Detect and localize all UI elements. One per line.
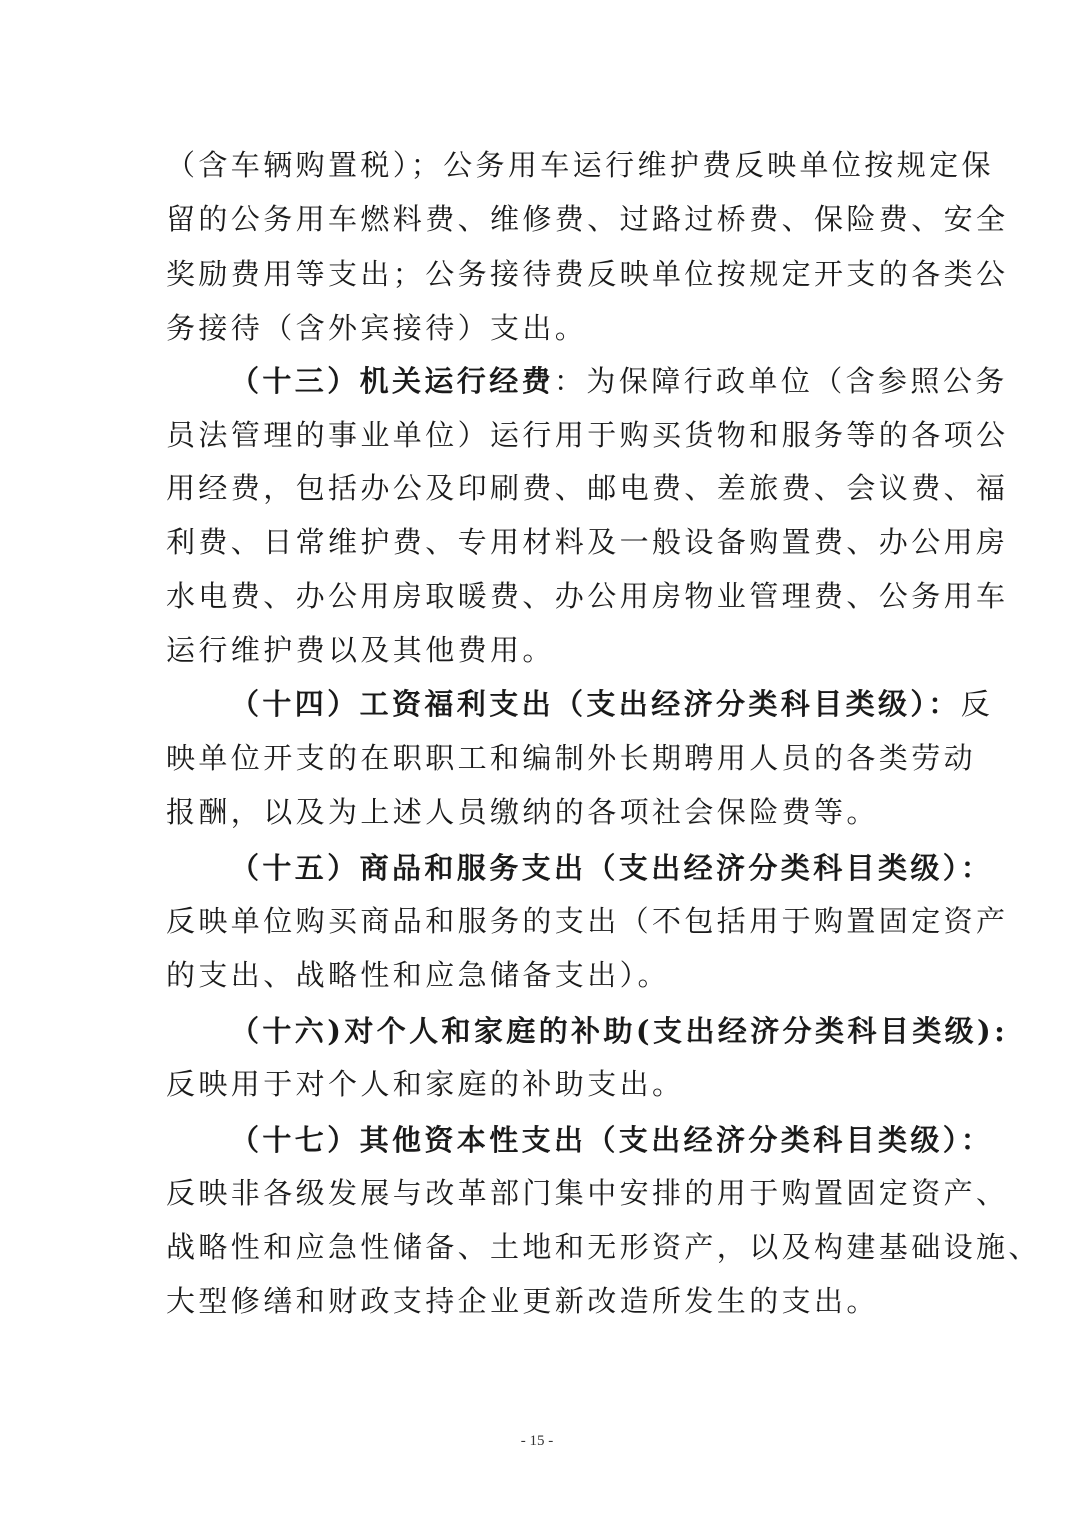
section-heading: （十五）商品和服务支出（支出经济分类科目类级）：	[230, 851, 994, 885]
text-run: ：为保障行政单位（含参照公务	[554, 364, 1008, 398]
text-line: 报酬，以及为上述人员缴纳的各项社会保险费等。	[166, 795, 879, 829]
text-line: 水电费、办公用房取暖费、办公用房物业管理费、公务用车	[166, 579, 1009, 613]
text-run: 反	[960, 687, 994, 721]
text-line: 运行维护费以及其他费用。	[166, 633, 555, 667]
text-line: 映单位开支的在职职工和编制外长期聘用人员的各类劳动	[166, 741, 977, 775]
paragraph-first-line	[230, 1011, 1009, 1051]
text-line: 员法管理的事业单位）运行用于购买货物和服务等的各项公	[166, 418, 1009, 452]
text-line: 战略性和应急性储备、土地和无形资产，以及构建基础设施、	[166, 1230, 1041, 1264]
section-heading: （十六)对个人和家庭的补助(支出经济分类科目类级):	[230, 1014, 1009, 1048]
text-line: 奖励费用等支出；公务接待费反映单位按规定开支的各类公	[166, 257, 1009, 291]
text-line: 反映单位购买商品和服务的支出（不包括用于购置固定资产	[166, 904, 1009, 938]
text-line: （含车辆购置税）；公务用车运行维护费反映单位按规定保	[166, 148, 994, 182]
section-heading: （十七）其他资本性支出（支出经济分类科目类级）：	[230, 1123, 994, 1157]
text-line: 反映非各级发展与改革部门集中安排的用于购置固定资产、	[166, 1176, 1009, 1210]
paragraph-first-line	[230, 848, 994, 888]
text-line: 大型修缮和财政支持企业更新改造所发生的支出。	[166, 1284, 879, 1318]
text-line: 留的公务用车燃料费、维修费、过路过桥费、保险费、安全	[166, 202, 1009, 236]
text-line: 务接待（含外宾接待）支出。	[166, 311, 588, 345]
text-line: 的支出、战略性和应急储备支出）。	[166, 958, 670, 992]
section-heading: （十三）机关运行经费	[230, 364, 555, 398]
text-line: 用经费，包括办公及印刷费、邮电费、差旅费、会议费、福	[166, 471, 1009, 505]
paragraph-first-line	[230, 1120, 994, 1160]
text-line: 利费、日常维护费、专用材料及一般设备购置费、办公用房	[166, 525, 1009, 559]
paragraph-first-line	[230, 361, 1008, 401]
paragraph-first-line	[230, 684, 994, 724]
page-number: - 15 -	[520, 1433, 554, 1449]
text-line: 反映用于对个人和家庭的补助支出。	[166, 1067, 685, 1101]
section-heading: （十四）工资福利支出（支出经济分类科目类级）：	[230, 687, 961, 721]
